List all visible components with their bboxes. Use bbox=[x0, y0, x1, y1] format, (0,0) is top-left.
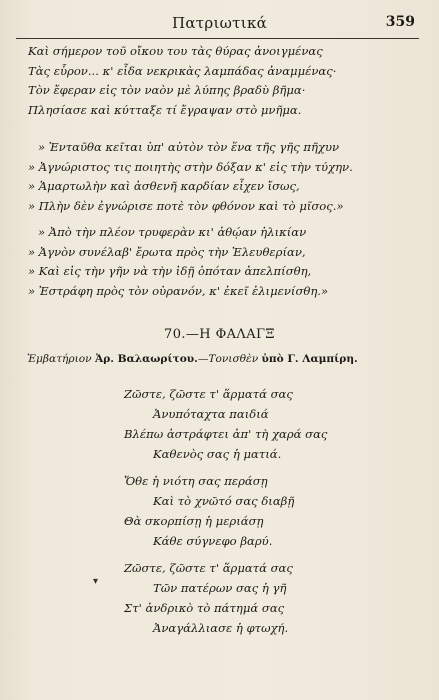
page-number: 359 bbox=[385, 14, 415, 30]
poem-line: » Ἀπὸ τὴν πλέον τρυφερὰν κι' ἀθῴαν ἡλικίαν bbox=[38, 225, 307, 239]
song-stanza-3 bbox=[124, 558, 424, 638]
poem-stanza-3 bbox=[28, 223, 423, 301]
song-stanza-2 bbox=[124, 471, 424, 551]
song-line: Ζῶστε, ζῶστε τ' ἅρματά σας bbox=[124, 561, 293, 575]
song-line: Ὅθε ἡ νιότη σας περάσῃ bbox=[124, 474, 268, 488]
poem-line: » Ἐνταῦθα κεῖται ὑπ' αὐτὸν τὸν ἕνα τῆς γῆς πῆχυν bbox=[38, 140, 340, 154]
poem-line: » Πλὴν δὲν ἐγνώρισε ποτὲ τὸν φθόνον καὶ τὸ μῖσος.» bbox=[28, 198, 344, 213]
section-subtitle bbox=[27, 353, 358, 365]
subtitle-prefix: Ἐμβατήριον bbox=[27, 353, 95, 365]
section-title: 70.—Η ΦΑΛΑΓΞ bbox=[164, 327, 275, 342]
poem-stanza-1 bbox=[28, 42, 423, 120]
song-line: Ἀναγάλλιασε ἡ φτωχή. bbox=[153, 621, 289, 635]
song-line: Στ' ἀνδρικὸ τὸ πάτημά σας bbox=[124, 601, 285, 615]
composer-name: ὑπὸ Γ. Λαμπίρη. bbox=[261, 353, 358, 365]
song-line: Τῶν πατέρων σας ἡ γῆ bbox=[153, 581, 287, 595]
running-title: Πατριωτικά bbox=[171, 14, 268, 32]
poem-line: » Ἁμαρτωλὴν καὶ ἀσθενῆ καρδίαν εἶχεν ἴσως, bbox=[28, 179, 300, 193]
song-line: Ζῶστε, ζῶστε τ' ἅρματά σας bbox=[124, 387, 293, 401]
poem-line: Τὰς εὗρον... κ' εἶδα νεκρικὰς λαμπάδας ἀναμμένας· bbox=[28, 63, 337, 78]
subtitle-middle: —Τονισθὲν bbox=[197, 353, 262, 365]
author-name: Ἀρ. Βαλαωρίτου. bbox=[94, 353, 198, 365]
poem-line: Καὶ σήμερον τοῦ οἴκου του τὰς θύρας ἀνοιγμένας bbox=[28, 44, 323, 58]
running-header bbox=[18, 14, 421, 38]
margin-mark-icon: ▾ bbox=[93, 576, 99, 587]
poem-line: » Ἀγνὸν συνέλαβ' ἔρωτα πρὸς τὴν Ἐλευθερίαν, bbox=[28, 244, 306, 259]
poem-stanza-2 bbox=[28, 138, 423, 216]
song-line: Θὰ σκορπίσῃ ἡ μεριάσῃ bbox=[124, 514, 264, 528]
song-line: Κάθε σύγνεφο βαρύ. bbox=[153, 534, 273, 548]
poem-line: » Ἐστράφη πρὸς τὸν οὐρανόν, κ' ἐκεῖ ἐλιμενίσθη.» bbox=[28, 283, 329, 298]
song-line: Ἀνυπόταχτα παιδιά bbox=[153, 407, 269, 421]
poem-line: Τὸν ἔφεραν εἰς τὸν ναὸν μὲ λύπης βραδὺ βῆμα· bbox=[28, 83, 306, 97]
song-line: Καθενὸς σας ἡ ματιά. bbox=[153, 447, 282, 461]
poem-line: » Ἀγνώριστος τις ποιητὴς στὴν δόξαν κ' εἰς τὴν τύχην. bbox=[28, 159, 353, 174]
header-rule bbox=[16, 38, 419, 39]
poem-line: Πλησίασε καὶ κύτταξε τί ἔγραψαν στὸ μνῆμα. bbox=[28, 102, 302, 117]
song-stanza-1 bbox=[124, 384, 424, 464]
poem-line: » Καὶ εἰς τὴν γῆν νὰ τὴν ἰδῇ ὁπόταν ἀπελπίσθη, bbox=[28, 264, 312, 278]
song-line: Καὶ τὸ χνῶτό σας διαβῇ bbox=[153, 494, 295, 508]
song-line: Βλέπω ἀστράφτει ἀπ' τὴ χαρά σας bbox=[124, 427, 328, 441]
